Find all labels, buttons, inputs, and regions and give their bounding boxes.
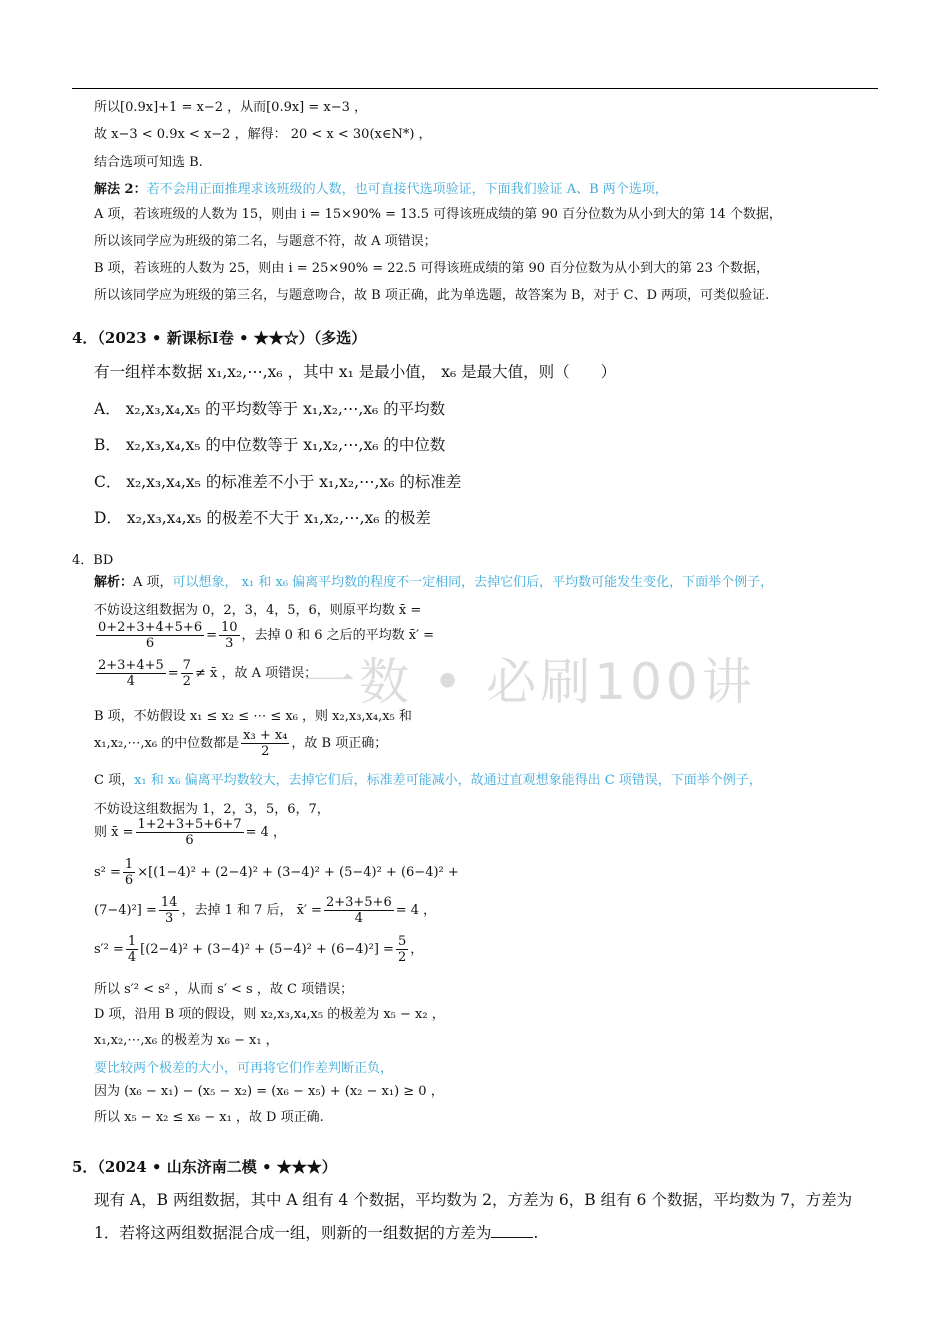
a4-c-line-1: [94, 769, 762, 788]
a4-c-line-6: [94, 934, 423, 965]
text: = 4 ，: [395, 903, 437, 918]
q4-option-a: A． x₂,x₃,x₄,x₅ 的平均数等于 x₁,x₂,⋯,x₆ 的平均数: [94, 400, 446, 418]
a4-b-line-1: B 项，不妨假设 x₁ ≤ x₂ ≤ ⋯ ≤ x₆ ，则 x₂,x₃,x₄,x₅ 和: [94, 709, 412, 724]
a4-d-line-1: D 项，沿用 B 项的假设，则 x₂,x₃,x₄,x₅ 的极差为 x₅ − x₂ ，: [94, 1007, 445, 1022]
fraction: [136, 817, 244, 848]
fraction: [96, 620, 204, 651]
q4-stem: 有一组样本数据 x₁,x₂,⋯,x₆ ，其中 x₁ 是最小值， x₆ 是最大值，则（ ）: [94, 363, 617, 381]
text: ，: [410, 942, 424, 957]
text: ，去掉 1 和 7 后， x̄′ =: [181, 903, 322, 918]
a4-d-line-4: 因为 (x₆ − x₁) − (x₅ − x₂) = (x₆ − x₅) + (x₂ − x₁) ≥ 0 ，: [94, 1084, 444, 1099]
a4-a-line-2: 不妨设这组数据为 0，2，3，4，5，6，则原平均数 x̄ =: [94, 603, 422, 618]
fraction-denominator: 3: [165, 911, 174, 926]
fraction-denominator: 2: [182, 674, 191, 689]
prev-line-6: 所以该同学应为班级的第二名，与题意不符，故 A 项错误；: [94, 234, 437, 249]
prev-line-1: 所以[0.9x]+1 = x−2 ，从而[0.9x] = x−3 ，: [94, 100, 368, 115]
text: s′² =: [94, 942, 124, 957]
method2-label: 解法 2：: [94, 182, 147, 197]
fraction: [324, 895, 394, 926]
text: ×[(1−4)² + (2−4)² + (3−4)² + (5−4)² + (6−4)² +: [137, 865, 459, 880]
fraction-numerator: 14: [160, 895, 178, 910]
fraction-numerator: 0+2+3+4+5+6: [98, 620, 203, 635]
text: .: [533, 1224, 539, 1242]
jiexi-label: 解析：: [94, 575, 134, 590]
q4-header: 4．（2023 • 新课标Ⅰ卷 • ★★☆）（多选）: [72, 329, 367, 347]
fraction-numerator: 10: [221, 620, 238, 635]
q5-header: 5．（2024 • 山东济南二模 • ★★★）: [72, 1158, 337, 1176]
fraction-denominator: 4: [127, 950, 137, 965]
c-hint: x₁ 和 x₆ 偏离平均数较大，去掉它们后，标准差可能减小，故通过直观想象能得出 C 项错误，下面举个例子，: [134, 773, 762, 788]
prev-line-2: 故 x−3 < 0.9x < x−2 ，解得： 20 < x < 30(x∈N*) ，: [94, 127, 432, 142]
a4-c-line-7: 所以 s′² < s² ，从而 s′ < s ，故 C 项错误；: [94, 982, 354, 997]
text: s² =: [94, 865, 121, 880]
a4-c-line-5: [94, 895, 436, 926]
text: 则 x̄ =: [94, 825, 134, 840]
q4-option-d: D． x₂,x₃,x₄,x₅ 的极差不大于 x₁,x₂,⋯,x₆ 的极差: [94, 509, 431, 527]
a4-d-line-5: 所以 x₅ − x₂ ≤ x₆ − x₁ ，故 D 项正确.: [94, 1110, 324, 1125]
fraction: [181, 658, 193, 689]
fraction-denominator: 2: [261, 744, 270, 759]
fraction: [126, 934, 138, 965]
a4-b-line-2: [94, 728, 387, 759]
a4-answer: 4．BD: [72, 553, 114, 568]
equals: =: [206, 628, 217, 643]
a4-a-line-3: [94, 620, 434, 651]
method2-line: [94, 178, 668, 197]
q4-option-c: C． x₂,x₃,x₄,x₅ 的标准差不小于 x₁,x₂,⋯,x₆ 的标准差: [94, 473, 462, 491]
fraction: [96, 658, 166, 689]
q4-option-b: B． x₂,x₃,x₄,x₅ 的中位数等于 x₁,x₂,⋯,x₆ 的中位数: [94, 436, 446, 454]
fraction-denominator: 3: [225, 636, 234, 651]
fraction-denominator: 6: [185, 833, 194, 848]
a4-c-line-2: 不妨设这组数据为 1，2，3，5，6，7，: [94, 802, 330, 817]
a-intro: A 项，: [133, 575, 173, 590]
prev-line-3: 结合选项可知选 B.: [94, 155, 203, 170]
text: (7−4)²] =: [94, 903, 157, 918]
q5-line-2: [94, 1221, 538, 1243]
fraction-numerator: 2+3+5+6: [325, 895, 392, 910]
text: ，故 B 项正确；: [291, 736, 388, 751]
text: x₁,x₂,⋯,x₆ 的中位数都是: [94, 736, 240, 751]
a-hint: 可以想象， x₁ 和 x₆ 偏离平均数的程度不一定相同，去掉它们后，平均数可能发生变化，下面举个例子，: [172, 575, 774, 590]
fraction-numerator: x₃ + x₄: [243, 728, 288, 743]
fraction-denominator: 4: [354, 911, 363, 926]
answer-blank[interactable]: [491, 1237, 533, 1238]
fraction-numerator: 5: [397, 934, 407, 949]
a4-c-line-4: [94, 857, 459, 888]
fraction-denominator: 6: [145, 636, 155, 651]
prev-line-8: 所以该同学应为班级的第三名，与题意吻合，故 B 项正确，此为单选题，故答案为 B，对于 C、D 两项，可类似验证.: [94, 288, 770, 303]
fraction: [241, 728, 289, 759]
fraction-numerator: 2+3+4+5: [98, 658, 164, 673]
fraction-denominator: 6: [124, 873, 134, 888]
watermark: 一数 • 必刷100讲: [305, 653, 756, 711]
equals: =: [167, 666, 179, 681]
fraction: [396, 934, 408, 965]
fraction: [159, 895, 180, 926]
fraction-denominator: 2: [397, 950, 407, 965]
text: ≠ x̄ ，故 A 项错误；: [194, 666, 318, 681]
a4-c-line-3: [94, 817, 286, 848]
text: ，去掉 0 和 6 之后的平均数 x̄′ =: [241, 628, 435, 643]
fraction-denominator: 4: [126, 674, 136, 689]
fraction-numerator: 7: [182, 658, 191, 673]
fraction-numerator: 1+2+3+5+6+7: [137, 817, 242, 832]
text: = 4 ，: [245, 825, 287, 840]
q5-line-1: 现有 A，B 两组数据，其中 A 组有 4 个数据，平均数为 2，方差为 6，B 组有 6 个数据，平均数为 7，方差为: [94, 1191, 853, 1209]
a4-d-hint: 要比较两个极差的大小，可再将它们作差判断正负，: [94, 1061, 394, 1076]
prev-line-7: B 项，若该班的人数为 25，则由 i = 25×90% = 22.5 可得该班成绩的第 90 百分位数为从小到大的第 23 个数据，: [94, 261, 769, 276]
c-intro: C 项，: [94, 773, 135, 788]
fraction-numerator: 1: [127, 934, 137, 949]
fraction-numerator: 1: [124, 857, 134, 872]
a4-a-line: [94, 571, 773, 590]
header-rule: [72, 88, 878, 89]
a4-a-line-4: [94, 658, 317, 689]
text: 1．若将这两组数据混合成一组，则新的一组数据的方差为: [94, 1224, 492, 1242]
method2-hint: 若不会用正面推理求该班级的人数，也可直接代选项验证，下面我们验证 A、B 两个选项，: [146, 182, 668, 197]
fraction: [219, 620, 240, 651]
fraction: [123, 857, 135, 888]
a4-d-line-2: x₁,x₂,⋯,x₆ 的极差为 x₆ − x₁ ，: [94, 1033, 279, 1048]
prev-line-5: A 项，若该班级的人数为 15，则由 i = 15×90% = 13.5 可得该班成绩的第 90 百分位数为从小到大的第 14 个数据，: [94, 207, 782, 222]
text: [(2−4)² + (3−4)² + (5−4)² + (6−4)²] =: [140, 942, 394, 957]
